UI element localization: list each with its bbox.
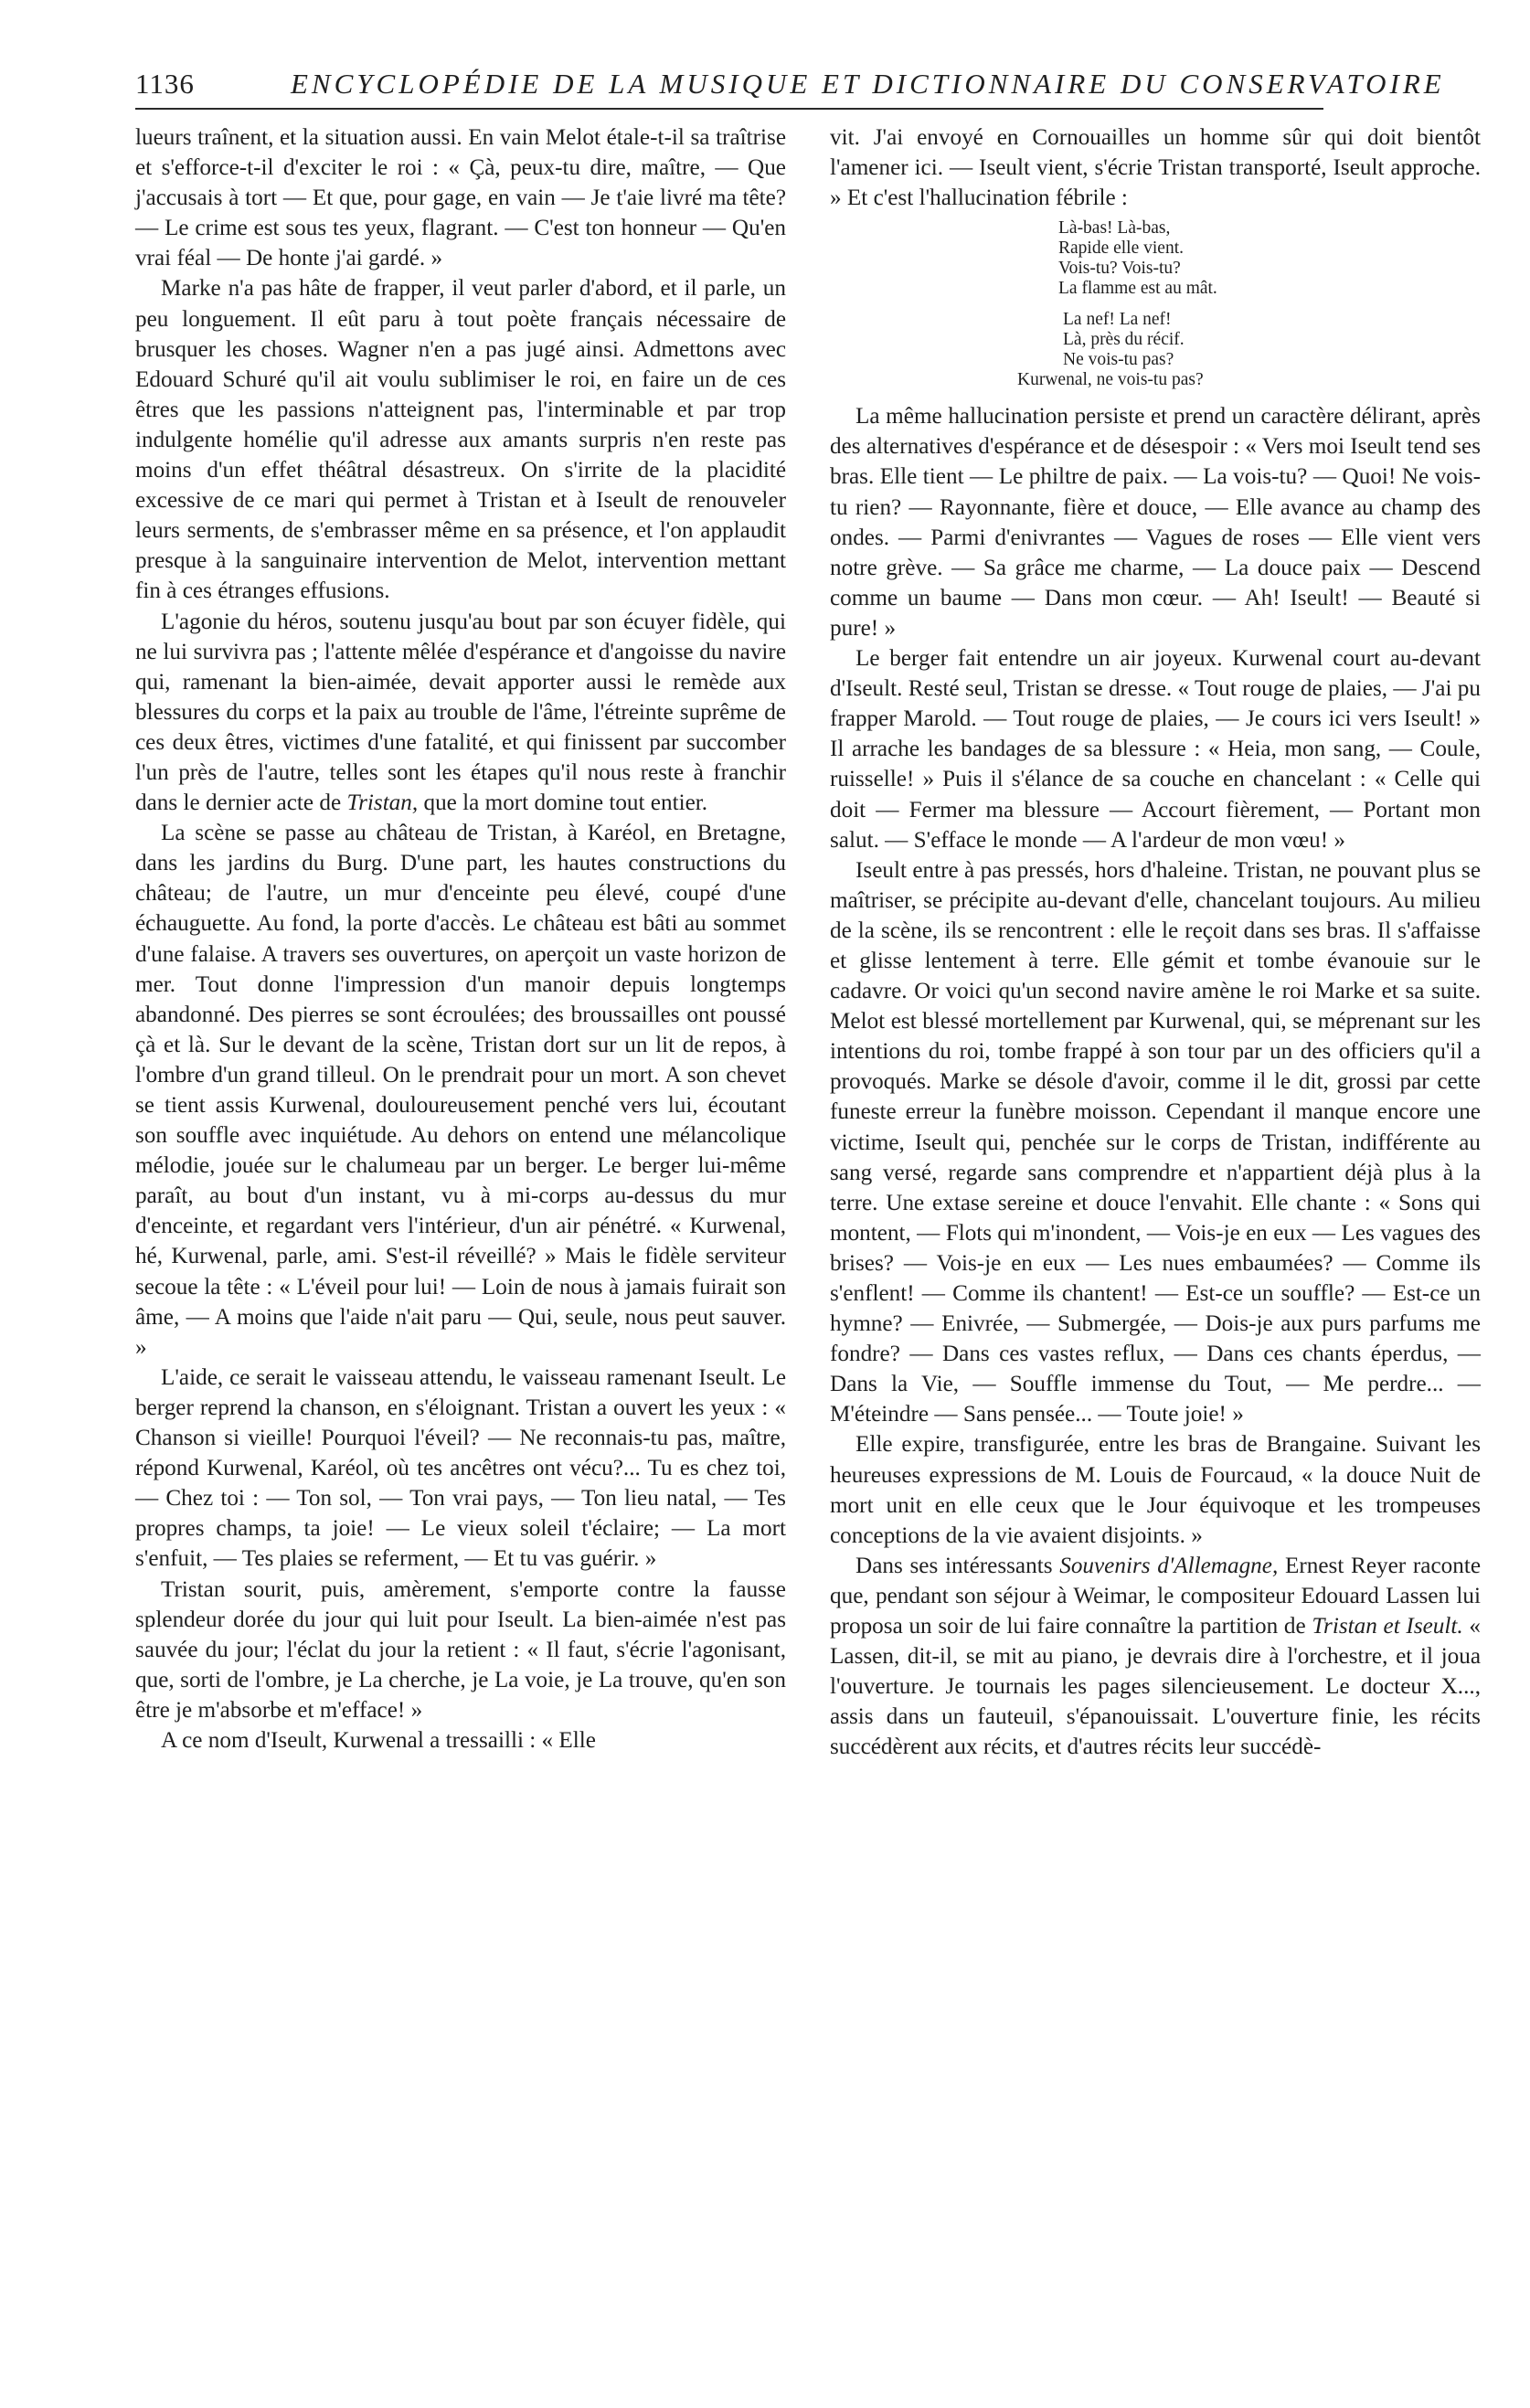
paragraph-text: que la mort domine tout entier. (418, 790, 708, 816)
paragraph: Tristan sourit, puis, amèrement, s'emporte contre la fausse splendeur dorée du jour qui luit pour Iseult. La bien-aimée n'est pas sauvée du jour; l'éclat du jour la retient : « Il faut, s'écrie l'agonisant, que, sorti de l'ombre, je La cherche, je La voie, je La trouve, qu'en son être je m'absorbe et m'efface! » (135, 1576, 786, 1723)
verse-line: La nef! La nef! (1063, 310, 1172, 330)
paragraph-text: « Lassen, dit-il, se mit au piano, je devrais dire à l'orchestre, et il joua l'ouverture. Je tournais les pages silencieusement. Le docteur X..., assis dans un fauteuil, s'épanouissait. L'ouverture finie, les récits succédèrent aux récits, et d'autres récits leur succédè- (830, 1614, 1482, 1760)
paragraph: vit. J'ai envoyé en Cornouailles un homme sûr qui doit bientôt l'amener ici. — Iseult vient, s'écrie Tristan transporté, Iseult approche. » Et c'est l'hallucination fébrile : (830, 125, 1481, 211)
verse-line: Vois-tu? Vois-tu? (1058, 259, 1181, 279)
paragraph: Elle expire, transfigurée, entre les bras de Brangaine. Suivant les heureuses expressions de M. Louis de Fourcaud, « la douce Nuit de mort unit en elle ceux que le Jour équivoque et les trompeuses conceptions de la vie avaient disjoints. » (830, 1432, 1481, 1548)
work-title: Souvenirs d'Allemagne, (1059, 1553, 1279, 1578)
work-title: Tristan, (346, 790, 419, 816)
paragraph: L'aide, ce serait le vaisseau attendu, le vaisseau ramenant Iseult. Le berger reprend la chanson, en s'éloignant. Tristan a ouvert les yeux : « Chanson si vieille! Pourquoi l'éveil? — Ne reconnais-tu pas, maître, répond Kurwenal, Karéol, où tes ancêtres ont vécu?... Tu es chez toi, — Chez toi : — Ton sol, — Ton vrai pays, — Ton lieu natal, — Tes propres champs, ta joie! — Le vieux soleil t'éclaire; — La mort s'enfuit, — Tes plaies se referment, — Et tu vas guérir. » (135, 1364, 786, 1572)
paragraph: A ce nom d'Iseult, Kurwenal a tressailli : « Elle (161, 1727, 596, 1753)
verse-line: Ne vois-tu pas? (1063, 350, 1174, 370)
paragraph-text: Ernest Reyer raconte que, pendant son séjour à Weimar, le compositeur Edouard Lassen lui proposa un soir de lui faire connaître la partition de (830, 1553, 1482, 1639)
right-column (830, 122, 1481, 1763)
verse-line: Kurwenal, ne vois-tu pas? (1017, 370, 1204, 390)
verse-block (830, 218, 1481, 390)
stanza (830, 310, 1481, 390)
paragraph-text: L'agonie du héros, soutenu jusqu'au bout par son écuyer fidèle, qui ne lui survivra pas ; l'attente mêlée d'espérance et d'angoisse du navire qui, ramenant la bien-aimée, devait apporter aussi le remède aux blessures du corps et la paix au trouble de l'âme, l'étreinte suprême de ces deux êtres, victimes d'une fatalité, et qui finissent par succomber l'un près de l'autre, telles sont les étapes qu'il nous reste à franchir dans le dernier acte de (135, 609, 786, 816)
paragraph: La même hallucination persiste et prend un caractère délirant, après des alternatives d'espérance et de désespoir : « Vers moi Iseult tend ses bras. Elle tient — Le philtre de paix. — La vois-tu? — Quoi! Ne vois-tu rien? — Rayonnante, fière et douce, — Elle avance au champ des ondes. — Parmi d'enivrantes — Vagues de roses — Elle vient vers notre grève. — Sa grâce me charme, — La douce paix — Descend comme un baume — Dans mon cœur. — Ah! Iseult! — Beauté si pure! » (830, 404, 1481, 641)
work-title: Tristan et Iseult. (1312, 1614, 1463, 1639)
paragraph-text: Dans ses intéressants (855, 1553, 1060, 1578)
verse-line: Rapide elle vient. (1058, 239, 1184, 259)
paragraph (830, 1551, 1481, 1763)
stanza (830, 218, 1481, 299)
paragraph: Iseult entre à pas pressés, hors d'haleine. Tristan, ne pouvant plus se maîtriser, se précipite au-devant d'elle, chancelant toujours. Au milieu de la scène, ils se rencontrent : elle le reçoit dans ses bras. Il s'affaisse et glisse lentement à terre. Elle gémit et tombe évanouie sur le cadavre. Or voici qu'un second navire amène le roi Marke et sa suite. Melot est blessé mortellement par Kurwenal, qui, se méprenant sur les intentions du roi, tombe frappé à son tour par un des officiers qu'il a provoqués. Marke se désole d'avoir, comme il le dit, grossi par cette funeste erreur la funèbre moisson. Cependant il manque encore une victime, Iseult qui, penchée sur le corps de Tristan, indifférente au sang versé, regarde sans comprendre et n'appartient déjà plus à la terre. Une extase sereine et douce l'envahit. Elle chante : « Sons qui montent, — Flots qui m'inondent, — Vois-je en eux — Les vagues des brises? — Vois-je en eux — Les nues embaumées? — Comme ils s'enflent! — Comme ils chantent! — Est-ce un souffle? — Est-ce un hymne? — Enivrée, — Submergée, — Dois-je aux purs parfums me fondre? — Dans ces vastes reflux, — Dans ces chants éperdus, — Dans la Vie, — Souffle immense du Tout, — Me perdre... — M'éteindre — Sans pensée... — Toute joie! » (830, 857, 1481, 1427)
paragraph (135, 607, 786, 819)
left-column (135, 122, 786, 1756)
verse-line: La flamme est au mât. (1058, 279, 1217, 299)
running-title: ENCYCLOPÉDIE DE LA MUSIQUE ET DICTIONNAIRE DU CONSERVATOIRE (291, 68, 1445, 100)
paragraph: Marke n'a pas hâte de frapper, il veut parler d'abord, et il parle, un peu longuement. Il eût paru à tout poète français nécessaire de brusquer les choses. Wagner n'en a pas jugé ainsi. Admettons avec Edouard Schuré qu'il ait voulu sublimiser le roi, en faire un de ces êtres que les passions n'atteignent pas, l'interminable et par trop indulgente homélie qu'il adresse aux amants surpris n'en reste pas moins d'un effet théâtral désastreux. On s'irrite de la placidité excessive de ce mari qui permet à Tristan et à Iseult de renouveler leurs serments, de s'embrasser même en sa présence, et l'on applaudit presque à la sanguinaire intervention de Melot, intervention mettant fin à ces étranges effusions. (135, 276, 786, 604)
verse-line: Là, près du récif. (1063, 330, 1185, 350)
paragraph: La scène se passe au château de Tristan, à Karéol, en Bretagne, dans les jardins du Burg. D'une part, les hautes constructions du château; de l'autre, un mur d'enceinte peu élevé, coupé d'une échauguette. Au fond, la porte d'accès. Le château est bâti au sommet d'une falaise. A travers ses ouvertures, on aperçoit un vaste horizon de mer. Tout donne l'impression d'un manoir depuis longtemps abandonné. Des pierres se sont écroulées; des broussailles ont poussé çà et là. Sur le devant de la scène, Tristan dort sur un lit de repos, à l'ombre d'un grand tilleul. On le prendrait pour un mort. A son chevet se tient assis Kurwenal, douloureusement penché vers lui, écoutant son souffle avec inquiétude. Au dehors on entend une mélancolique mélodie, jouée sur le chalumeau par un berger. Le berger lui-même paraît, au bout d'un instant, vu à mi-corps au-dessus du mur d'enceinte, et regardant vers l'intérieur, d'un air pénétré. « Kurwenal, hé, Kurwenal, parle, ami. S'est-il réveillé? » Mais le fidèle serviteur secoue la tête : « L'éveil pour lui! — Loin de nous à jamais fuirait son âme, — A moins que l'aide n'ait paru — Qui, seule, nous peut sauver. » (135, 821, 786, 1360)
paragraph: lueurs traînent, et la situation aussi. En vain Melot étale-t-il sa traîtrise et s'efforce-t-il d'exciter le roi : « Çà, peux-tu dire, maître, — Que j'accusais à tort — Et que, pour gage, en vain — Je t'aie livré ma tête? — Le crime est sous tes yeux, flagrant. — C'est ton honneur — Qu'en vrai féal — De honte j'ai gardé. » (135, 125, 786, 271)
running-header (135, 68, 1445, 110)
page-number: 1136 (135, 68, 195, 100)
verse-line: Là-bas! Là-bas, (1058, 218, 1171, 239)
paragraph: Le berger fait entendre un air joyeux. Kurwenal court au-devant d'Iseult. Resté seul, Tristan se dresse. « Tout rouge de plaies, — J'ai pu frapper Marold. — Tout rouge de plaies, — Je cours ici vers Iseult! » Il arrache les bandages de sa blessure : « Heia, mon sang, — Coule, ruisselle! » Puis il s'élance de sa couche en chancelant : « Celle qui doit — Fermer ma blessure — Accourt fièrement, — Portant mon salut. — S'efface le monde — A l'ardeur de mon vœu! » (830, 646, 1481, 853)
